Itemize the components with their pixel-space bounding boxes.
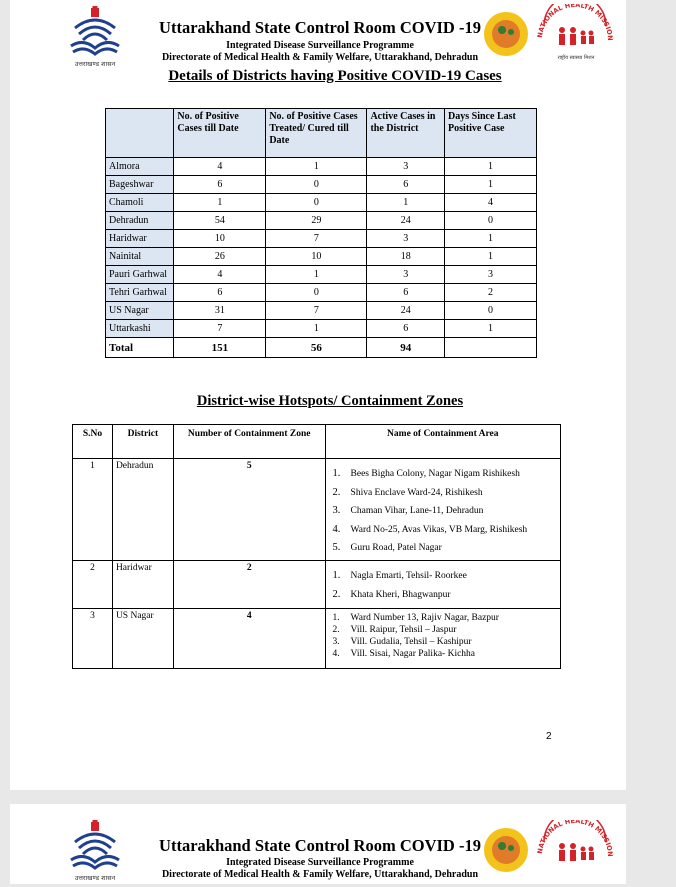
uttarakhand-logo-caption: उत्तराखण्ड शासन xyxy=(74,874,116,882)
district-name: Pauri Garhwal xyxy=(106,266,174,284)
serial-number: 2 xyxy=(73,561,113,609)
list-item: 5. Guru Road, Patel Nagar xyxy=(332,542,442,553)
nhm-ring-text: NATIONAL HEALTH MISSION xyxy=(536,820,614,857)
days-since-last: 4 xyxy=(445,194,537,212)
uttarakhand-emblem-logo xyxy=(62,6,128,68)
containment-area-name: Ward Number 13, Rajiv Nagar, Bazpur xyxy=(350,613,499,623)
list-item: 2. Vill. Raipur, Tehsil – Jaspur xyxy=(332,625,457,635)
containment-area-name: Khata Kheri, Bhagwanpur xyxy=(350,589,451,600)
containment-zones-table xyxy=(72,424,561,669)
active-count: 24 xyxy=(367,302,445,320)
total-active: 94 xyxy=(367,338,445,358)
positive-count: 26 xyxy=(174,248,266,266)
positive-count: 31 xyxy=(174,302,266,320)
positive-count: 54 xyxy=(174,212,266,230)
table-row xyxy=(106,248,537,266)
table-row xyxy=(106,266,537,284)
containment-area-list-cell xyxy=(325,609,560,669)
containment-area-list-cell xyxy=(325,459,560,561)
cured-count: 1 xyxy=(266,266,367,284)
containment-area-name: Chaman Vihar, Lane-11, Dehradun xyxy=(350,506,484,516)
days-since-last: 1 xyxy=(445,176,537,194)
family-figures-icon xyxy=(559,843,594,861)
days-since-last: 1 xyxy=(445,158,537,176)
containment-area-list-cell xyxy=(325,561,560,609)
district-name: Haridwar xyxy=(112,561,173,609)
table-header-row xyxy=(73,425,561,459)
positive-count: 1 xyxy=(174,194,266,212)
cured-count: 0 xyxy=(266,284,367,302)
containment-area-name: Guru Road, Patel Nagar xyxy=(350,543,442,553)
directorate-line: Directorate of Medical Health & Family Welfare, Uttarakhand, Dehradun xyxy=(161,869,479,880)
table-header-row xyxy=(106,109,537,158)
positive-count: 6 xyxy=(174,176,266,194)
document-title: Uttarakhand State Control Room COVID -19 xyxy=(159,18,481,37)
total-days xyxy=(445,338,537,358)
active-count: 3 xyxy=(367,230,445,248)
containment-area-name: Bees Bigha Colony, Nagar Nigam Rishikesh xyxy=(350,469,520,479)
districts-section-heading: Details of Districts having Positive COVID-19 Cases xyxy=(168,68,502,84)
days-since-last: 1 xyxy=(445,248,537,266)
active-count: 18 xyxy=(367,248,445,266)
nhm-logo-icon xyxy=(482,4,614,66)
active-count: 6 xyxy=(367,176,445,194)
cured-count: 0 xyxy=(266,194,367,212)
cured-count: 0 xyxy=(266,176,367,194)
days-since-last: 1 xyxy=(445,320,537,338)
cured-count: 10 xyxy=(266,248,367,266)
district-name: Dehradun xyxy=(112,459,173,561)
total-cured: 56 xyxy=(266,338,367,358)
nhm-logo xyxy=(482,820,614,882)
containment-zone-count: 4 xyxy=(173,609,325,669)
table-row xyxy=(106,320,537,338)
cured-count: 1 xyxy=(266,320,367,338)
active-count: 3 xyxy=(367,266,445,284)
list-item: 2. Shiva Enclave Ward-24, Rishikesh xyxy=(332,486,483,498)
district-cases-table xyxy=(105,108,537,358)
column-header-district xyxy=(106,109,174,158)
column-header-days: Days Since Last Positive Case xyxy=(445,109,537,158)
table-row xyxy=(106,176,537,194)
table-row xyxy=(73,609,561,669)
page-number: 2 xyxy=(546,731,552,742)
cured-count: 1 xyxy=(266,158,367,176)
list-item: 4. Vill. Sisai, Nagar Palika- Kichha xyxy=(332,649,476,659)
column-header-area-names: Name of Containment Area xyxy=(325,425,560,459)
list-item: 2. Khata Kheri, Bhagwanpur xyxy=(332,588,451,600)
district-name: Chamoli xyxy=(106,194,174,212)
table-row xyxy=(106,194,537,212)
district-name: Tehri Garhwal xyxy=(106,284,174,302)
list-item: 1. Bees Bigha Colony, Nagar Nigam Rishikesh xyxy=(332,468,520,479)
containment-area-name: Nagla Emarti, Tehsil- Roorkee xyxy=(350,571,467,581)
table-row xyxy=(73,561,561,609)
positive-count: 10 xyxy=(174,230,266,248)
uttarakhand-logo-caption: उत्तराखण्ड शासन xyxy=(74,60,116,68)
document-page-1 xyxy=(10,0,626,790)
district-name: Uttarkashi xyxy=(106,320,174,338)
list-item: 3. Chaman Vihar, Lane-11, Dehradun xyxy=(332,505,484,516)
cured-count: 7 xyxy=(266,230,367,248)
containment-zone-count: 2 xyxy=(173,561,325,609)
list-item: 3. Vill. Gudalia, Tehsil – Kashipur xyxy=(332,637,472,647)
serial-number: 3 xyxy=(73,609,113,669)
district-name: Haridwar xyxy=(106,230,174,248)
active-count: 6 xyxy=(367,320,445,338)
column-header-zone-count: Number of Containment Zone xyxy=(173,425,325,459)
column-header-cured: No. of Positive Cases Treated/ Cured till Date xyxy=(266,109,367,158)
list-item: 1. Nagla Emarti, Tehsil- Roorkee xyxy=(332,570,467,581)
cured-count: 7 xyxy=(266,302,367,320)
cured-count: 29 xyxy=(266,212,367,230)
family-figures-icon xyxy=(559,27,594,45)
total-row xyxy=(106,338,537,358)
district-name: Dehradun xyxy=(106,212,174,230)
document-title: Uttarakhand State Control Room COVID -19 xyxy=(159,836,481,855)
containment-area-name: Vill. Raipur, Tehsil – Jaspur xyxy=(350,625,457,635)
containment-zone-count: 5 xyxy=(173,459,325,561)
district-name: US Nagar xyxy=(112,609,173,669)
positive-count: 7 xyxy=(174,320,266,338)
active-count: 6 xyxy=(367,284,445,302)
district-name: US Nagar xyxy=(106,302,174,320)
total-positive: 151 xyxy=(174,338,266,358)
table-row xyxy=(106,212,537,230)
document-page-2 xyxy=(10,804,626,884)
table-row xyxy=(73,459,561,561)
table-row xyxy=(106,158,537,176)
district-name: Nainital xyxy=(106,248,174,266)
table-row xyxy=(106,284,537,302)
column-header-district: District xyxy=(112,425,173,459)
directorate-line: Directorate of Medical Health & Family Welfare, Uttarakhand, Dehradun xyxy=(161,52,479,63)
district-name: Almora xyxy=(106,158,174,176)
total-label: Total xyxy=(106,338,174,358)
active-count: 3 xyxy=(367,158,445,176)
table-row xyxy=(106,230,537,248)
nhm-ring-text: NATIONAL HEALTH MISSION xyxy=(536,4,614,41)
uttarakhand-emblem-icon xyxy=(67,6,123,58)
document-subtitle: Integrated Disease Surveillance Programme xyxy=(226,40,414,51)
list-item: 4. Ward No-25, Avas Vikas, VB Marg, Rishikesh xyxy=(332,523,528,535)
active-count: 1 xyxy=(367,194,445,212)
days-since-last: 1 xyxy=(445,230,537,248)
containment-area-name: Shiva Enclave Ward-24, Rishikesh xyxy=(350,487,483,498)
active-count: 24 xyxy=(367,212,445,230)
positive-count: 4 xyxy=(174,266,266,284)
days-since-last: 0 xyxy=(445,302,537,320)
nhm-tagline: राष्ट्रीय स्वास्थ्य मिशन xyxy=(557,55,595,61)
table-row xyxy=(106,302,537,320)
column-header-sno: S.No xyxy=(73,425,113,459)
containment-area-name: Ward No-25, Avas Vikas, VB Marg, Rishikesh xyxy=(350,524,528,535)
days-since-last: 0 xyxy=(445,212,537,230)
column-header-positive: No. of Positive Cases till Date xyxy=(174,109,266,158)
nhm-logo-icon xyxy=(482,820,614,882)
column-header-active: Active Cases in the District xyxy=(367,109,445,158)
hotspots-section-heading: District-wise Hotspots/ Containment Zones xyxy=(196,393,464,409)
days-since-last: 2 xyxy=(445,284,537,302)
district-name: Bageshwar xyxy=(106,176,174,194)
containment-area-name: Vill. Gudalia, Tehsil – Kashipur xyxy=(350,637,472,647)
nhm-logo xyxy=(482,4,614,66)
uttarakhand-emblem-icon xyxy=(67,820,123,872)
containment-area-name: Vill. Sisai, Nagar Palika- Kichha xyxy=(350,649,476,659)
list-item: 1. Ward Number 13, Rajiv Nagar, Bazpur xyxy=(332,613,499,623)
document-subtitle: Integrated Disease Surveillance Programme xyxy=(226,857,414,868)
positive-count: 6 xyxy=(174,284,266,302)
positive-count: 4 xyxy=(174,158,266,176)
uttarakhand-emblem-logo xyxy=(62,820,128,882)
days-since-last: 3 xyxy=(445,266,537,284)
serial-number: 1 xyxy=(73,459,113,561)
